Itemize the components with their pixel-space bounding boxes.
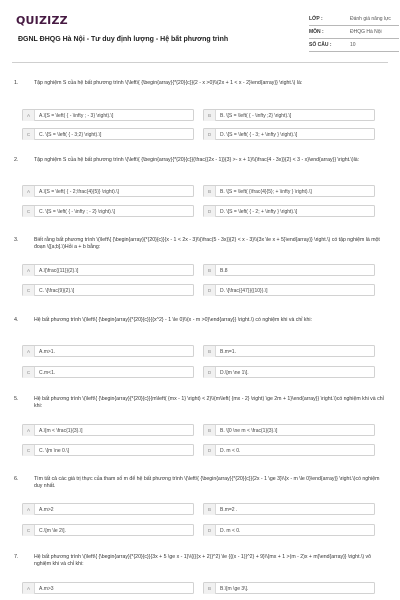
option-letter: B (204, 346, 216, 357)
worksheet-meta (309, 13, 399, 52)
option-letter: C (23, 367, 35, 378)
option-letter: A (23, 425, 35, 436)
option-text: B. \[0 \ne m < \frac{1}{3}.\] (220, 427, 278, 434)
meta-key: MÔN : (309, 29, 324, 35)
option-text: A.m>1. (39, 348, 55, 355)
option-text: A.m>3 (39, 585, 54, 592)
option-text: B.\[m \ge 3\]. (220, 585, 249, 592)
option-letter: C (23, 445, 35, 456)
option-letter: A (23, 110, 35, 121)
option-b[interactable] (203, 424, 375, 436)
option-text: A.\[m < \frac{1}{3}.\] (39, 427, 83, 434)
option-c[interactable] (22, 524, 194, 536)
option-b[interactable] (203, 264, 375, 276)
question-number: 6. (14, 476, 19, 482)
option-text: C.\[m \le 2\]. (39, 527, 66, 534)
option-text: D. \[S = \left( { - 2; + \infty } \right).\] (220, 208, 298, 215)
question-number: 3. (14, 237, 19, 243)
option-text: D.\[m \ne 1\]. (220, 369, 249, 376)
option-letter: C (23, 129, 35, 140)
option-d[interactable] (203, 128, 375, 140)
meta-row-class (309, 13, 399, 26)
option-text: A.\[S = \left( { - 2;\frac{4}{5}} \right).\] (39, 188, 119, 195)
option-letter: A (23, 346, 35, 357)
option-text: B. \[S = \left( {\frac{4}{5}; + \infty } \right).\] (220, 188, 312, 195)
header-divider (12, 62, 388, 63)
question-number: 7. (14, 554, 19, 560)
quizizz-logo: QUIZIZZ (16, 14, 68, 27)
option-letter: D (204, 525, 216, 536)
option-c[interactable] (22, 284, 194, 296)
option-d[interactable] (203, 444, 375, 456)
question-text: Biết rằng bất phương trình \(\left\{ {\begin{array}{*{20}{c}}{x - 1 < 2x - 3}\\{\frac{5 - 3x}}{2} < x - 3}\\{3x \le x + 5}\end{array}} \right.\) có tập nghiệm là một đoạn \([a;b].\)Hỏi a + b bằng: (34, 237, 380, 251)
option-text: B.m=1. (220, 348, 236, 355)
option-c[interactable] (22, 205, 194, 217)
option-b[interactable] (203, 345, 375, 357)
option-text: A.m>2 (39, 506, 54, 513)
option-letter: A (23, 186, 35, 197)
question-number: 2. (14, 157, 19, 163)
question-text: Tìm tất cả các giá trị thực của tham số m để hệ bất phương trình \(\left\{ {\begin{array}{*{20}{c}}{2x - 1 \ge 3}\\{x - m \le 0}\end{array}} \right.\)có nghiệm duy nhất. (34, 476, 380, 490)
option-letter: B (204, 186, 216, 197)
option-letter: D (204, 206, 216, 217)
option-a[interactable] (22, 424, 194, 436)
option-letter: A (23, 583, 35, 594)
option-letter: D (204, 285, 216, 296)
question-text: Hệ bất phương trình \(\left\{ {\begin{array}{*{20}{c}}{m\left( {mx - 1} \right) < 2}\\{m\left( {mx - 2} \right) \ge 2m + 1}\end{array}} \right.\)có nghiệm khi và chỉ khi: (34, 396, 384, 410)
option-b[interactable] (203, 185, 375, 197)
question-number: 1. (14, 80, 19, 86)
meta-key: SỐ CÂU : (309, 42, 332, 48)
option-b[interactable] (203, 582, 375, 594)
option-d[interactable] (203, 524, 375, 536)
option-letter: A (23, 265, 35, 276)
option-text: D. m < 0. (220, 447, 241, 454)
option-text: A.\[\frac{{11}}{2}.\] (39, 267, 79, 274)
option-letter: B (204, 583, 216, 594)
option-text: B. \[S = \left( { - \infty ;2} \right).\] (220, 112, 292, 119)
question-text: Hệ bất phương trình \(\left\{ {\begin{array}{*{20}{c}}{3x + 5 \ge x - 1}\\{{{(x + 2)}^2} \le {{(x - 1)}^2} + 9}\\{mx + 1 >(m - 2)x + m}\end{array}} \right.\) vô nghiệm khi và chỉ khi: (34, 554, 372, 568)
option-text: B.8 (220, 267, 228, 274)
option-d[interactable] (203, 205, 375, 217)
option-letter: A (23, 504, 35, 515)
option-letter: B (204, 110, 216, 121)
option-b[interactable] (203, 503, 375, 515)
meta-value: 10 (350, 42, 356, 48)
option-letter: B (204, 265, 216, 276)
option-letter: D (204, 367, 216, 378)
worksheet-title: ĐGNL ĐHQG Hà Nội - Tư duy định lượng - Hệ bất phương trình (18, 36, 229, 43)
question-text: Tập nghiệm S của hệ bất phương trình \(\left\{ {\begin{array}{*{20}{c}}{2 - x >0}\\{2x + 1 < x - 2}\end{array}} \right.\) là: (34, 80, 303, 86)
option-b[interactable] (203, 109, 375, 121)
option-a[interactable] (22, 185, 194, 197)
option-a[interactable] (22, 109, 194, 121)
option-a[interactable] (22, 503, 194, 515)
question-number: 4. (14, 317, 19, 323)
option-text: C. \[S = \left( { - 3;2} \right).\] (39, 131, 102, 138)
option-c[interactable] (22, 444, 194, 456)
option-text: C.m<1. (39, 369, 56, 376)
question-text: Hệ bất phương trình \(\left\{ {\begin{array}{*{20}{c}}{{x^2} - 1 \le 0}\\{x - m >0}\end{array}} \right.\) có nghiệm khi và chỉ khi: (34, 317, 312, 323)
option-text: C. \[m \ne 0.\] (39, 447, 70, 454)
option-c[interactable] (22, 128, 194, 140)
option-text: B.m=2 . (220, 506, 238, 513)
option-letter: D (204, 129, 216, 140)
meta-value: ĐHQG Hà Nội (350, 29, 382, 35)
option-d[interactable] (203, 284, 375, 296)
option-text: C. \[\frac{9}{2}.\] (39, 287, 75, 294)
option-letter: C (23, 285, 35, 296)
option-text: D. m < 0. (220, 527, 241, 534)
page-header (14, 10, 391, 60)
option-text: D. \[S = \left( { - 3; + \infty } \right).\] (220, 131, 298, 138)
meta-row-subject (309, 26, 399, 39)
option-c[interactable] (22, 366, 194, 378)
option-a[interactable] (22, 582, 194, 594)
meta-row-count (309, 39, 399, 52)
meta-value: Đánh giá năng lực (350, 16, 391, 22)
option-letter: B (204, 425, 216, 436)
option-text: C. \[S = \left( { - \infty ; - 2} \right).\] (39, 208, 115, 215)
option-a[interactable] (22, 345, 194, 357)
option-letter: C (23, 206, 35, 217)
option-a[interactable] (22, 264, 194, 276)
option-letter: D (204, 445, 216, 456)
question-text: Tập nghiệm S của hệ bất phương trình \(\left\{ {\begin{array}{*{20}{c}}{\frac{{2x - 1}}{3} >- x + 1}\\{\frac{4 - 3x}}{2} < 3 - x}\end{array}} \right.\)là: (34, 157, 360, 163)
option-letter: B (204, 504, 216, 515)
option-text: A.\[S = \left( { - \infty ; - 3} \right).\] (39, 112, 114, 119)
meta-key: LỚP : (309, 16, 323, 22)
option-d[interactable] (203, 366, 375, 378)
option-letter: C (23, 525, 35, 536)
question-number: 5. (14, 396, 19, 402)
option-text: D. \[\frac{{47}}{{10}}.\] (220, 287, 268, 294)
